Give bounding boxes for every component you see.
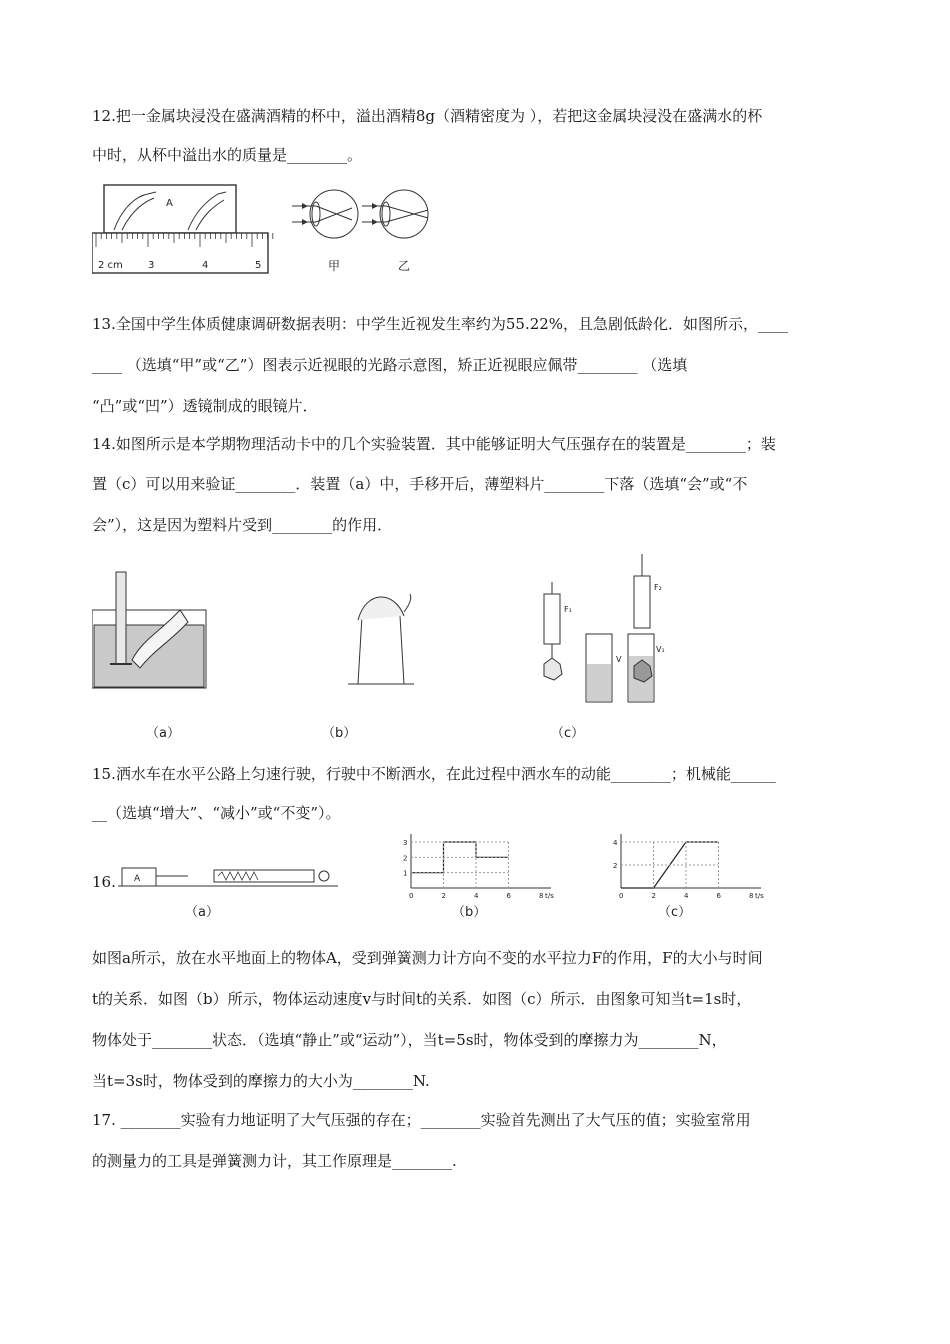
- x-tick-label: 0: [619, 892, 624, 900]
- q13-line-3: “凸”或“凹”）透镜制成的眼镜片．: [92, 397, 318, 415]
- fig14-caption-c: （c）: [551, 726, 585, 741]
- q15-line-2: __（选填“增大”、“减小”或“不变”）。: [92, 804, 341, 822]
- apparatus-c: [544, 554, 665, 702]
- q16-number: 16.: [92, 873, 116, 891]
- q16-line-3: 物体处于________状态．（选填“静止”或“运动”），当t=5s时，物体受到的摩擦力为________N，: [92, 1031, 727, 1049]
- q15-line-1: 15.洒水车在水平公路上匀速行驶，行驶中不断洒水，在此过程中洒水车的动能________；机械能______: [92, 765, 776, 783]
- y-tick-label: 3: [403, 839, 408, 847]
- label-v: V: [616, 655, 622, 664]
- label-f1: F₁: [564, 605, 572, 614]
- fig14-apparatus: [92, 550, 692, 720]
- label-f2: F₂: [654, 583, 662, 592]
- x-tick-label: 0: [409, 892, 414, 900]
- q16-line-4: 当t=3s时，物体受到的摩擦力的大小为________N.: [92, 1072, 430, 1090]
- q14-line-2: 置（c）可以用来验证________．装置（a）中，手移开后，薄塑料片________下落（选填“会”或“不: [92, 475, 748, 493]
- q17-line-2: 的测量力的工具是弹簧测力计，其工作原理是________.: [92, 1152, 457, 1170]
- apparatus-b: [348, 594, 414, 684]
- fig16-caption-c: （c）: [658, 905, 692, 920]
- eye-label-yi: 乙: [398, 259, 411, 273]
- x-axis-label: t/s: [755, 892, 764, 900]
- y-tick-label: 2: [403, 854, 408, 863]
- q12-line-2: 中时，从杯中溢出水的质量是________。: [92, 146, 363, 164]
- ruler-figure: [92, 185, 273, 273]
- y-tick-label: 2: [613, 862, 618, 870]
- q13-line-2: ____ （选填“甲”或“乙”）图表示近视眼的光路示意图，矫正近视眼应佩带________ （选填: [92, 356, 688, 374]
- eye-yi: [362, 190, 428, 273]
- x-tick-label: 6: [506, 892, 511, 900]
- ruler-eye-figure: [92, 180, 452, 280]
- block-a-label: A: [166, 198, 173, 209]
- ruler-label-3: 3: [148, 260, 155, 271]
- x-tick-label: 8: [749, 892, 754, 900]
- fig14-caption-b: （b）: [322, 726, 357, 741]
- ruler-label-4: 4: [202, 260, 209, 271]
- q13-line-1: 13.全国中学生体质健康调研数据表明：中学生近视发生率约为55.22%，且急剧低龄化．如图所示，____: [92, 315, 789, 333]
- q14-line-1: 14.如图所示是本学期物理活动卡中的几个实验装置．其中能够证明大气压强存在的装置是________；装: [92, 435, 776, 453]
- y-tick-label: 4: [613, 839, 618, 847]
- q14-line-3: 会”），这是因为塑料片受到________的作用．: [92, 516, 393, 534]
- fig16a-block-label: A: [134, 874, 141, 884]
- fig16-caption-b: （b）: [452, 905, 487, 920]
- eye-jia: [292, 190, 358, 273]
- x-tick-label: 4: [474, 892, 479, 900]
- label-v1: V₁: [656, 645, 665, 654]
- q16-line-2: t的关系．如图（b）所示，物体运动速度v与时间t的关系．如图（c）所示．由图象可知当t=1s时，: [92, 990, 752, 1008]
- x-tick-label: 8: [539, 892, 544, 900]
- x-tick-label: 2: [651, 892, 656, 900]
- x-tick-label: 4: [684, 892, 689, 900]
- fig16-graph-c: [605, 830, 775, 900]
- eye-label-jia: 甲: [328, 259, 341, 273]
- q17-line-1: 17. ________实验有力地证明了大气压强的存在；________实验首先测出了大气压的值；实验室常用: [92, 1111, 751, 1129]
- fig16a-apparatus: [118, 860, 338, 896]
- fig14-caption-a: （a）: [146, 726, 180, 741]
- ruler-label-2cm: 2 cm: [98, 260, 123, 271]
- x-tick-label: 6: [716, 892, 721, 900]
- apparatus-a: [92, 572, 206, 688]
- q12-line-1: 12.把一金属块浸没在盛满酒精的杯中，溢出酒精8g（酒精密度为 ），若把这金属块浸没在盛满水的杯: [92, 107, 763, 125]
- x-axis-label: t/s: [545, 892, 554, 900]
- ruler-label-5: 5: [255, 260, 262, 271]
- y-tick-label: 1: [403, 869, 408, 878]
- fig16-caption-a: （a）: [185, 905, 219, 920]
- q16-line-1: 如图a所示，放在水平地面上的物体A，受到弹簧测力计方向不变的水平拉力F的作用，F的大小与时间: [92, 949, 763, 967]
- x-tick-label: 2: [441, 892, 446, 900]
- fig16-graph-b: [395, 830, 565, 900]
